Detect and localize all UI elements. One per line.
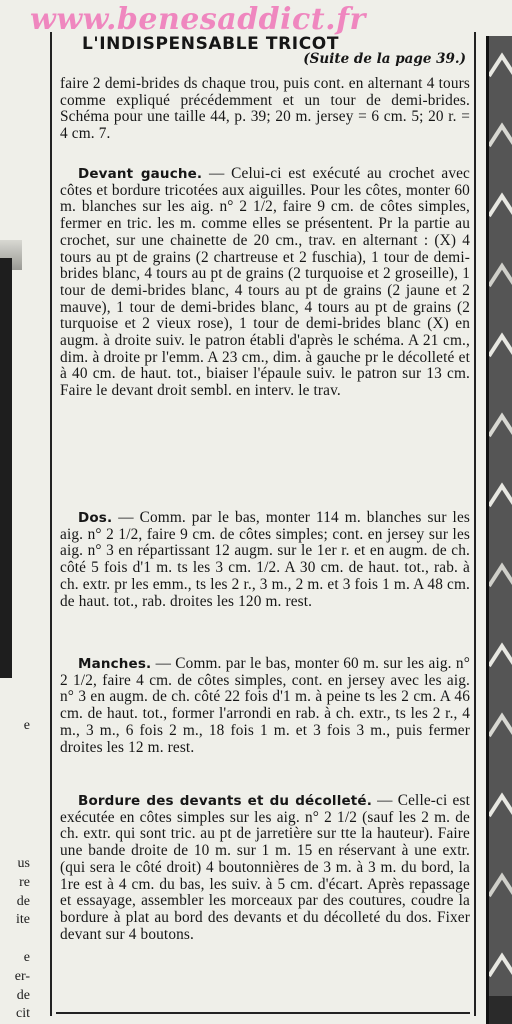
edge-fragment: cit bbox=[16, 1006, 30, 1021]
paragraph-heading: Bordure des devants et du décolleté. bbox=[78, 793, 372, 809]
knit-chevron-pattern bbox=[489, 36, 512, 1024]
watermark: www.benesaddict.fr bbox=[30, 2, 366, 37]
article-title: L'INDISPENSABLE TRICOT bbox=[82, 34, 340, 54]
edge-fragment: e bbox=[23, 718, 30, 733]
paragraph-text: — Comm. par le bas, monter 114 m. blanches sur les aig. n° 2 1/2, faire 9 cm. de côtes simples; cont. en jersey sur les aig. n° 3 en répartissant 12 augm. sur le 1er r. et en augm. de ch. côté 5 fois d'1 m. ts les 3 cm. 1/2. A 30 cm. de haut. tot., rab. à ch. extr. pr les emm., ts les 2 r., 3 m., 2 m. et 3 fois 1 m. A 48 cm. de haut. tot., rab. droites les 120 m. rest. bbox=[60, 509, 470, 610]
article-continuation-note: (Suite de la page 39.) bbox=[303, 51, 466, 67]
paragraph-text: faire 2 demi-brides ds chaque trou, puis cont. en alternant 4 tours comme expliqué précédemment et un tour de demi-brides. Schéma pour une taille 44, p. 39; 20 m. jersey = 6 cm. 5; 20 r. = 4 cm. 7. bbox=[60, 75, 470, 143]
paragraph-text: — Celui-ci est exécuté au crochet avec côtes et bordure tricotées aux aiguilles. Pour les côtes, monter 60 m. blanches sur les aig. n° 2 1/2, faire 9 cm. de côtes simples, fermer en tric. les m. comme elles se présentent. Pr la partie au crochet, sur une chainette de 20 cm., trav. en alternant : (X) 4 tours au pt de grains (2 chartreuse et 2 fuschia), 1 tour de demi-brides blanc, 4 tours au pt de grains (2 turquoise et 2 groseille), 1 tour de demi-brides blanc, 4 tours au pt de grains (2 jaune et 2 mauve), 1 tour de demi-brides blanc, 4 tours au pt de grains (2 turquoise et 2 vieux rose), 1 tour de demi-brides blanc (X) en augm. à droite suiv. le patron établi d'après le schéma. A 21 cm., dim. à droite pr l'emm. A 23 cm., dim. à gauche pr le décolleté et à 40 cm. de haut. tot., biaiser l'épaule suiv. le patron sur 13 cm. Faire le devant droit sembl. en interv. le trav. bbox=[60, 165, 470, 400]
article-column bbox=[50, 32, 476, 1016]
left-dark-band bbox=[0, 258, 12, 678]
paragraph-dos bbox=[60, 510, 470, 610]
paragraph-intro bbox=[60, 76, 470, 143]
paragraph-bordure bbox=[60, 793, 470, 943]
paragraph-text: — Comm. par le bas, monter 60 m. sur les aig. n° 2 1/2, faire 4 cm. de côtes simples, cont. en jersey avec les aig. n° 3 en augm. de ch. côté 22 fois d'1 m. à peine ts les 2 cm. A 46 cm. de haut. tot., former l'arrondi en rab. à ch. extr., ts les 2 r., 4 m., 3 m., 6 fois 2 m., 18 fois 1 m. et 3 fois 3 m., puis fermer droites les 12 m. rest. bbox=[60, 655, 470, 756]
paragraph-heading: Dos. bbox=[78, 510, 113, 526]
right-knit-pattern-image bbox=[486, 36, 512, 1024]
paragraph-heading: Manches. bbox=[78, 656, 152, 672]
edge-fragment: de bbox=[16, 894, 30, 909]
edge-fragment: e bbox=[23, 950, 30, 965]
edge-fragment: de bbox=[16, 988, 30, 1003]
edge-fragment: er- bbox=[14, 969, 30, 984]
edge-fragment: us bbox=[17, 856, 30, 871]
left-page-edge bbox=[0, 0, 40, 1024]
edge-fragment: re bbox=[19, 875, 30, 890]
paragraph-text: — Celle-ci est exécutée en côtes simples sur les aig. n° 2 1/2 (sauf les 2 m. de ch. extr. qui sont tric. au pt de jarretière sur tte la hauteur). Faire une bande droite de 10 m. sur 1 m. 15 en réservant à une extr. (qui sera le côté droit) 4 boutonnières de 3 m. à 3 m. du bord, la 1re est à 4 cm. du bas, les suiv. à 5 cm. d'écart. Après repassage et essayage, assembler les morceaux par des coutures, coudre la bordure à plat au bord des devants et du décolleté du dos. Fixer devant sur 4 boutons. bbox=[60, 792, 470, 943]
edge-fragment: ite bbox=[16, 912, 30, 927]
bottom-rule bbox=[56, 1012, 470, 1014]
paragraph-heading: Devant gauche. bbox=[78, 166, 203, 182]
paragraph-manches bbox=[60, 656, 470, 756]
paragraph-devant-gauche bbox=[60, 166, 470, 400]
